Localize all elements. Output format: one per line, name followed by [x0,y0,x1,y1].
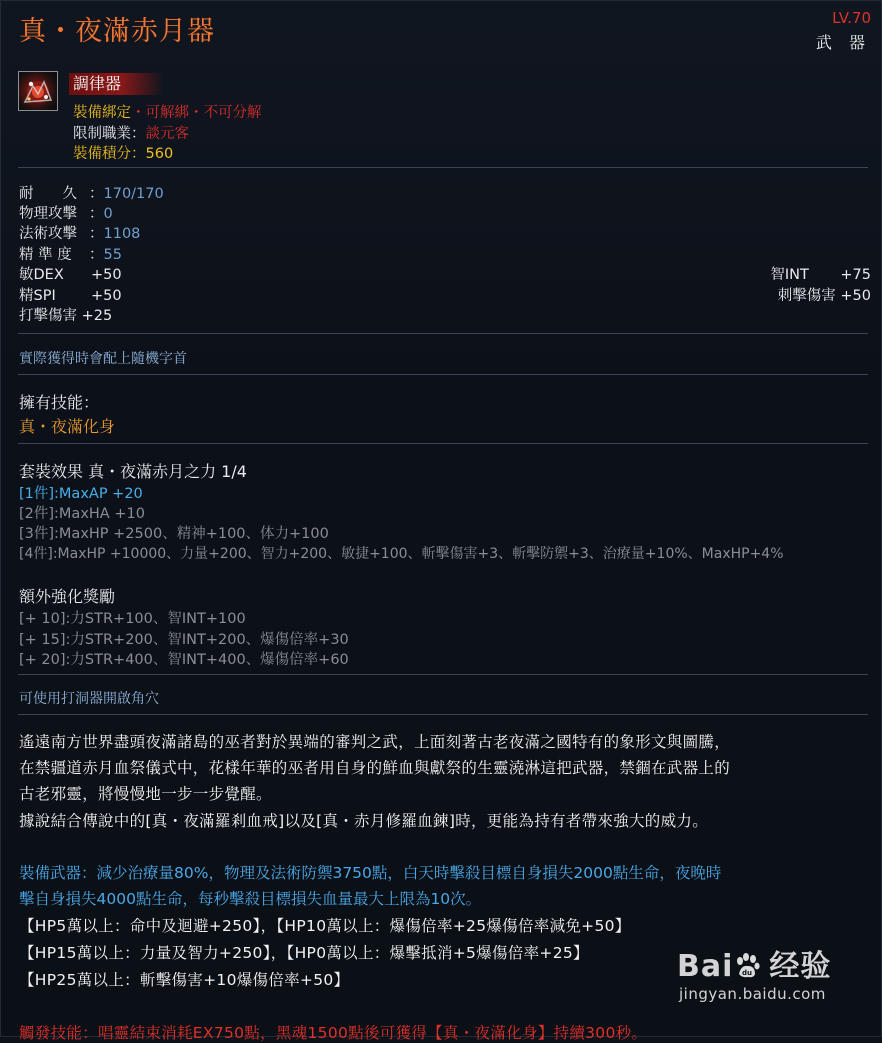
score-label: 裝備積分： [73,146,146,162]
score-value: 560 [145,146,174,162]
baidu-paw-icon [733,952,761,980]
bonus-value: +50 [91,288,122,304]
lore-line-2: 在禁疆道赤月血祭儀式中，花樣年華的巫者用自身的鮮血與獻祭的生靈澆淋這把武器，禁錮在武器上的 [19,759,731,777]
divider [18,333,868,334]
skill-header: 擁有技能： [19,393,100,412]
hp-bonus-line-2: 【HP15萬以上：力量及智力+250】，【HP0萬以上：爆擊抵消+5爆傷倍率+25】 [19,944,589,962]
stat-accuracy [19,243,122,264]
set-line-1: [1件]:MaxAP +20 [19,486,143,502]
item-type: 武 器 [815,33,871,52]
stat-value: 0 [103,206,113,222]
enhance-line-20: [+ 20]:力STR+400、智INT+400、爆傷倍率+60 [19,652,349,668]
stat-label: 耐 久 [19,186,77,202]
bonus-label: 智INT [770,267,809,283]
stat-value: 55 [103,247,122,263]
enhance-line-15: [+ 15]:力STR+200、智INT+200、爆傷倍率+30 [19,632,349,648]
divider [18,674,868,675]
hp-bonus-line-1: 【HP5萬以上：命中及迴避+250】，【HP10萬以上：爆傷倍率+25爆傷倍率減免+50】 [19,917,631,935]
watermark-logo [677,941,831,985]
lore-line-4: 據說結合傳說中的[真・夜滿羅剎血戒]以及[真・赤月修羅血鍊]時，更能為持有者帶來強大的威力。 [19,812,708,830]
item-level: LV.70 [832,9,871,27]
enhance-header: 額外強化獎勵 [19,587,116,606]
equip-effect-line-1: 裝備武器：減少治療量80%，物理及法術防禦3750點，白天時擊殺目標自身損失2000點生命，夜晚時 [19,864,722,882]
stat-label: 法術攻擊 [19,226,77,242]
stat-colon: ： [89,247,104,263]
equip-effect-line-2: 擊自身損失4000點生命，每秒擊殺目標損失血量最大上限為10次。 [19,890,482,908]
class-label: 限制職業： [73,126,146,142]
socket-note: 可使用打洞器開啟角穴 [19,691,159,707]
binding-line [73,101,262,122]
hp-bonus-line-3: 【HP25萬以上：斬擊傷害+10爆傷倍率+50】 [19,971,350,989]
set-line-3: [3件]:MaxHP +2500、精神+100、体力+100 [19,526,329,542]
set-line-2: [2件]:MaxHA +10 [19,506,145,522]
score-line [73,142,173,163]
stat-physical-attack [19,202,113,223]
random-prefix-note: 實際獲得時會配上隨機字首 [19,351,187,367]
divider [18,443,868,444]
stat-colon: ： [89,206,104,222]
set-header: 套裝效果 真・夜滿赤月之力 1/4 [19,462,247,481]
watermark [677,941,831,1003]
stat-colon: ： [89,226,104,242]
lore-line-1: 遙遠南方世界盡頭夜滿諸島的巫者對於異端的審判之武，上面刻著古老夜滿之國特有的象形文與圖騰， [19,733,731,751]
bonus-value: +50 [840,288,871,304]
stat-value: 170/170 [103,186,164,202]
lore-line-3: 古老邪靈，將慢慢地一步一步覺醒。 [19,785,272,803]
divider [18,167,868,168]
stat-magic-attack [19,222,140,243]
stat-durability [19,182,164,203]
bonus-int [770,263,871,284]
bonus-label: 精SPI [19,288,56,304]
bonus-spi [19,284,122,305]
bonus-strike-damage [19,304,112,325]
watermark-logo-left: Bai [677,949,734,984]
item-subtype: 調律器 [69,73,163,95]
bonus-label: 敏DEX [19,267,64,283]
stat-label: 精 準 度 [19,247,72,263]
divider [18,374,868,375]
binding-label: 裝備綁定 [73,105,131,121]
stat-value: 1108 [103,226,141,242]
bonus-pierce-damage [778,284,871,305]
enhance-line-10: [+ 10]:力STR+100、智INT+100 [19,611,246,627]
stat-label: 物理攻擊 [19,206,77,222]
bonus-value: +75 [840,267,871,283]
class-value: 談元客 [145,126,189,142]
class-line [73,122,189,143]
trigger-skill: 觸發技能：唱靈結束消耗EX750點，黑魂1500點後可獲得【真・夜滿化身】持續300秒。 [19,1024,648,1042]
binding-value: ・可解綁・不可分解 [131,105,262,121]
bonus-value: +25 [81,308,113,324]
bonus-value: +50 [91,267,122,283]
watermark-url: jingyan.baidu.com [679,985,826,1003]
bonus-label: 刺擊傷害 [777,288,836,304]
watermark-logo-right: 经验 [769,949,832,984]
item-name: 真・夜滿赤月器 [19,16,215,47]
weapon-item-icon [18,71,58,111]
bonus-label: 打擊傷害 [19,308,77,324]
divider [18,714,868,715]
bonus-dex [19,263,122,284]
skill-name: 真・夜滿化身 [19,417,116,436]
set-line-4: [4件]:MaxHP +10000、力量+200、智力+200、敏捷+100、斬擊傷害+3、斬擊防禦+3、治療量+10%、MaxHP+4% [19,546,784,562]
stat-colon: ： [89,186,104,202]
svg-text:du: du [742,969,753,977]
